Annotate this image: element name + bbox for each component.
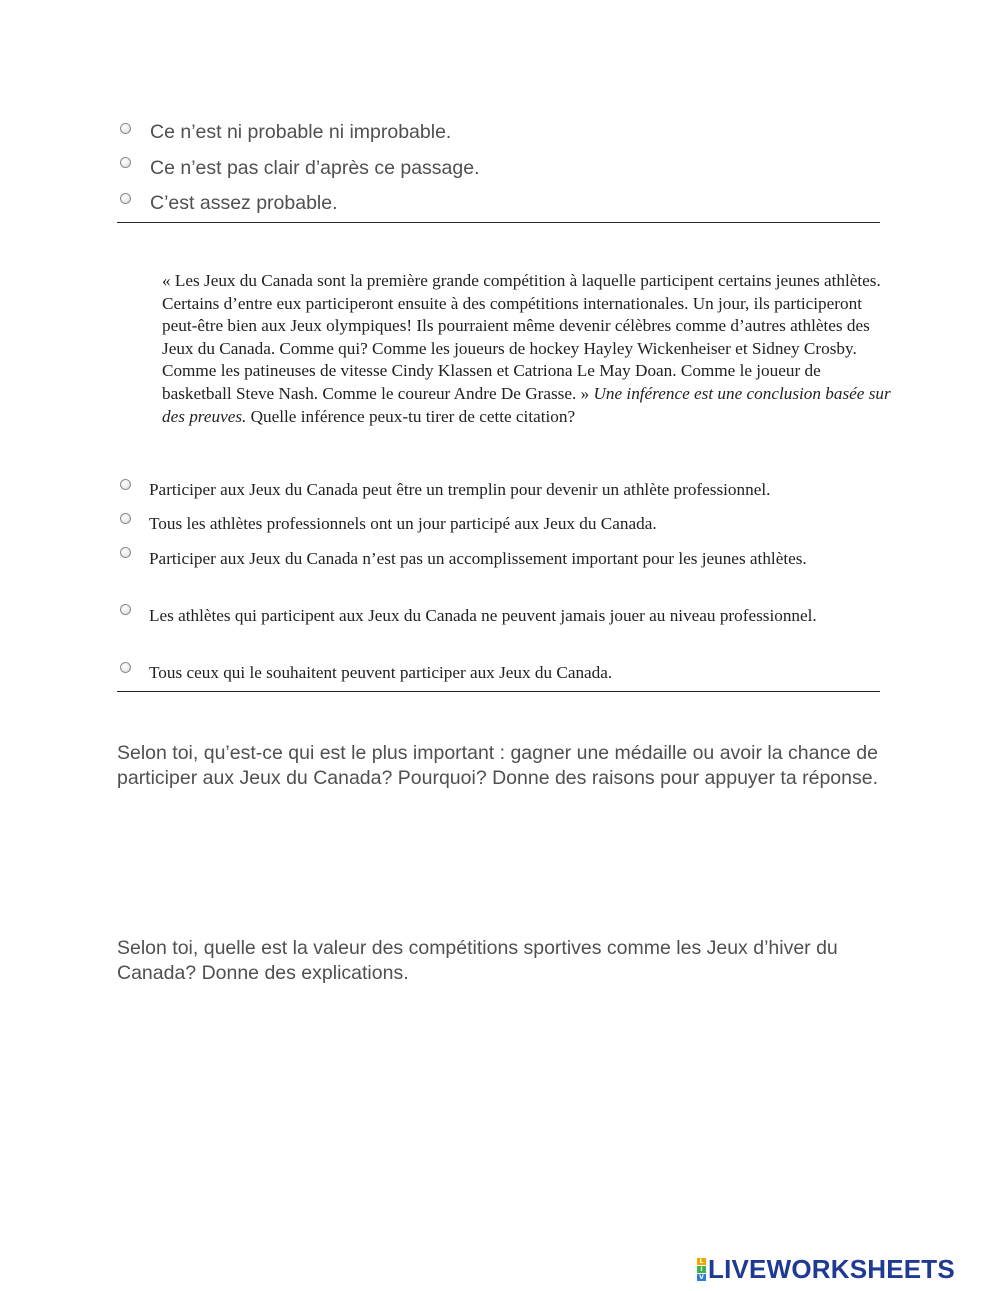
passage-text: « Les Jeux du Canada sont la première grande compétition à laquelle participent certains jeunes athlètes. Certains d’entre eux participeront ensuite à des compétitions internationales. Un jour, ils participeront peut-être bien aux Jeux olympiques! Ils pourraient même devenir célèbres comme d’autres athlètes des Jeux du Canada. Comme qui? Comme les joueurs de hockey Hayley Wickenheiser et Sidney Crosby. Comme les patineuses de vitesse Cindy Klassen et Catriona Le May Doan. Comme le joueur de basketball Steve Nash. Comme le coureur Andre De Grasse. » bbox=[162, 271, 881, 403]
passage-quote bbox=[162, 270, 892, 428]
section-divider-2 bbox=[117, 691, 880, 692]
option-label-probability-3: C’est assez probable. bbox=[150, 192, 338, 214]
radio-button-probability-2[interactable] bbox=[120, 157, 131, 168]
liveworksheets-logo bbox=[697, 1254, 955, 1284]
radio-button-probability-3[interactable] bbox=[120, 193, 131, 204]
option-label-inference-1 bbox=[117, 479, 877, 501]
option-text-inference-5: Tous ceux qui le souhaitent peuvent participer aux Jeux du Canada. bbox=[149, 663, 613, 682]
logo-tile-i: I bbox=[697, 1266, 706, 1273]
option-label-inference-3 bbox=[117, 548, 877, 570]
open-question-1: Selon toi, qu’est-ce qui est le plus important : gagner une médaille ou avoir la chance de participer aux Jeux du Canada? Pourquoi? Donne des raisons pour appuyer ta réponse. bbox=[117, 742, 878, 789]
passage-definition: Une inférence est une conclusion basée sur des preuves. bbox=[162, 383, 891, 426]
option-label-probability-1: Ce n’est ni probable ni improbable. bbox=[150, 121, 452, 143]
passage-question: Quelle inférence peux-tu tirer de cette citation? bbox=[250, 406, 576, 426]
option-label-inference-4 bbox=[117, 605, 877, 627]
option-label-inference-5 bbox=[117, 662, 877, 684]
section-divider-1 bbox=[117, 222, 880, 223]
logo-tiles bbox=[697, 1258, 706, 1281]
open-question-2: Selon toi, quelle est la valeur des compétitions sportives comme les Jeux d’hiver du Canada? Donne des explications. bbox=[117, 937, 838, 984]
option-text-inference-1: Participer aux Jeux du Canada peut être un tremplin pour devenir un athlète professionnel. bbox=[149, 480, 771, 499]
option-text-inference-2: Tous les athlètes professionnels ont un jour participé aux Jeux du Canada. bbox=[149, 514, 657, 533]
radio-button-probability-1[interactable] bbox=[120, 123, 131, 134]
option-text-inference-3: Participer aux Jeux du Canada n’est pas un accomplissement important pour les jeunes athlètes. bbox=[149, 549, 807, 568]
logo-text: LIVEWORKSHEETS bbox=[708, 1254, 955, 1284]
option-label-probability-2: Ce n’est pas clair d’après ce passage. bbox=[150, 157, 480, 179]
logo-tile-l: L bbox=[697, 1258, 706, 1265]
option-label-inference-2 bbox=[117, 513, 877, 535]
option-text-inference-4: Les athlètes qui participent aux Jeux du Canada ne peuvent jamais jouer au niveau professionnel. bbox=[149, 606, 817, 625]
logo-tile-v: V bbox=[697, 1274, 706, 1281]
